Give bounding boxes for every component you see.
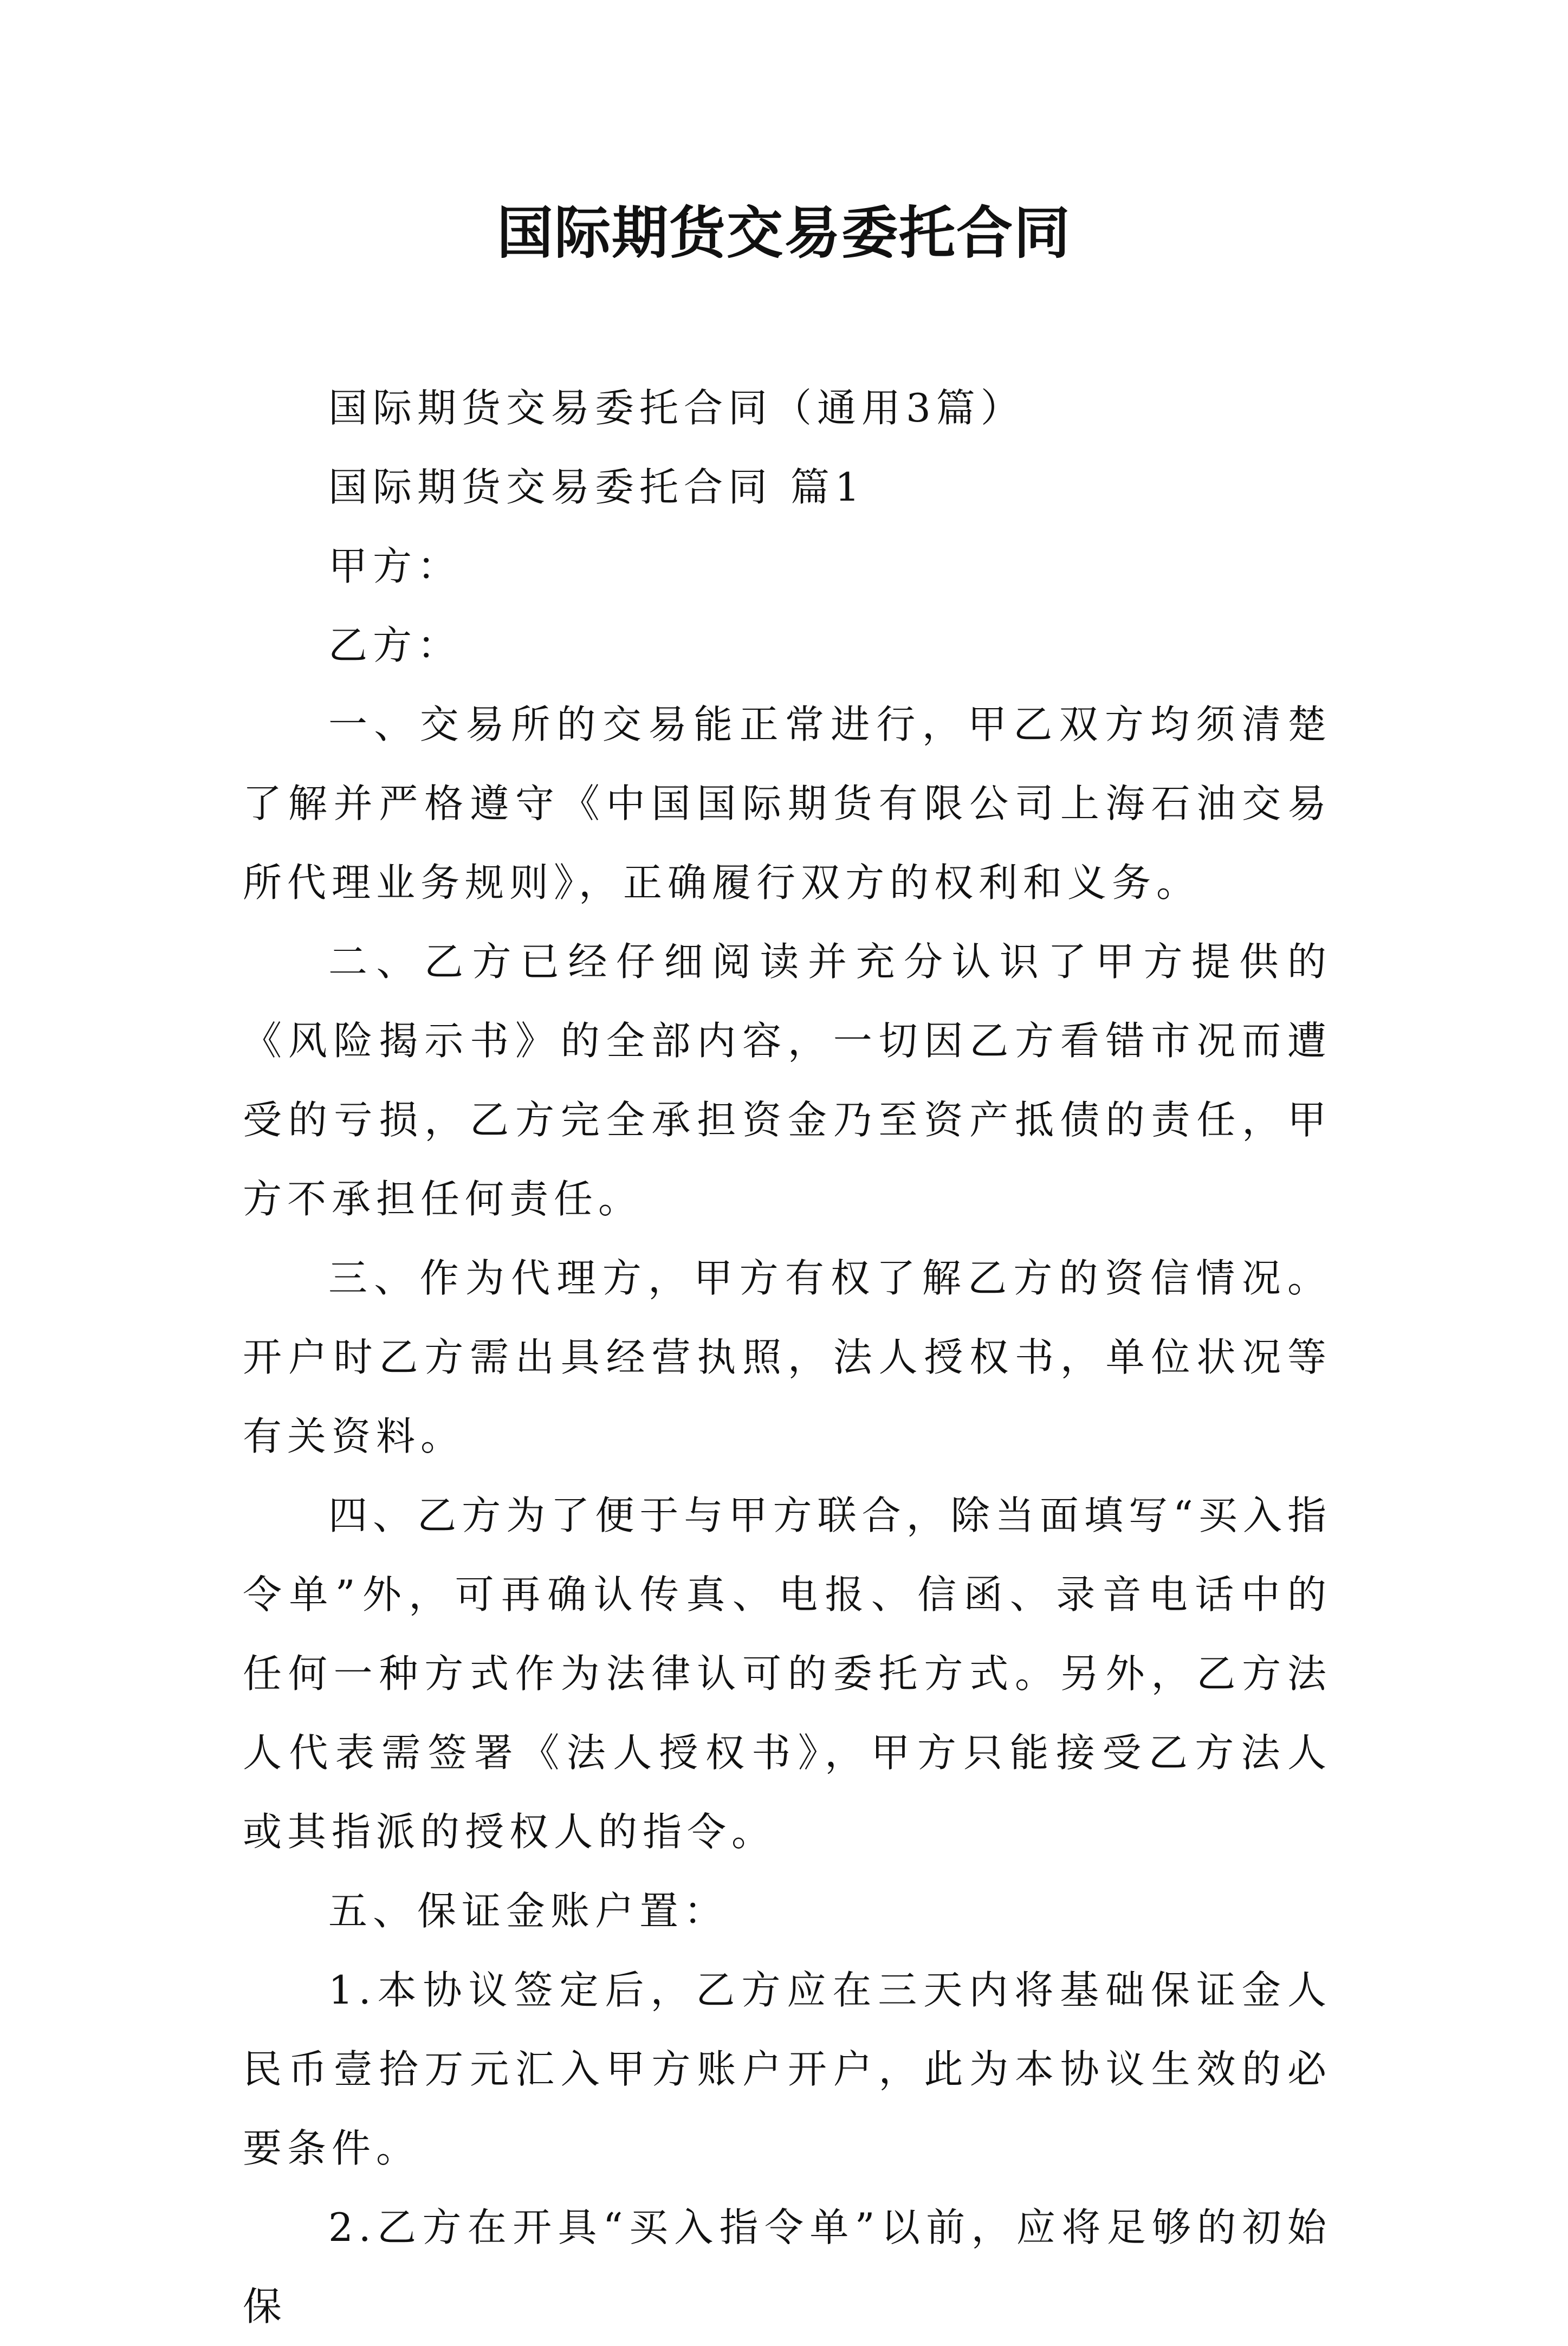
paragraph-party-b: 乙方：	[328, 623, 462, 668]
paragraph-clause-4: 四、乙方为了便于与甲方联合，除当面填写“买入指令单”外，可再确认传真、电报、信函、录音电话中的任何一种方式作为法律认可的委托方式。另外，乙方法人代表需签署《法人授权书》，甲方只能接受乙方法人或其指派的授权人的指令。	[243, 1493, 1332, 1855]
paragraph-clause-1: 一、交易所的交易能正常进行，甲乙双方均须清楚了解并严格遵守《中国国际期货有限公司上海石油交易所代理业务规则》，正确履行双方的权利和义务。	[243, 702, 1332, 905]
paragraph-clause-2: 二、乙方已经仔细阅读并充分认识了甲方提供的《风险揭示书》的全部内容，一切因乙方看错市况而遭受的亏损，乙方完全承担资金乃至资产抵债的责任，甲方不承担任何责任。	[243, 939, 1332, 1222]
document-title: 国际期货交易委托合同	[496, 199, 1071, 266]
paragraph-item-1: 1.本协议签定后，乙方应在三天内将基础保证金人民币壹拾万元汇入甲方账户开户，此为本协议生效的必要条件。	[243, 1967, 1332, 2171]
paragraph-part-heading: 国际期货交易委托合同 篇1	[328, 464, 865, 510]
paragraph-party-a: 甲方：	[328, 543, 462, 589]
paragraph-clause-3: 三、作为代理方，甲方有权了解乙方的资信情况。开户时乙方需出具经营执照，法人授权书，单位状况等有关资料。	[243, 1255, 1332, 1459]
paragraph-clause-5: 五、保证金账户置：	[328, 1888, 729, 1934]
document-body	[243, 368, 1332, 2346]
paragraph-subtitle: 国际期货交易委托合同（通用3篇）	[328, 385, 1025, 431]
paragraph-item-2: 2.乙方在开具“买入指令单”以前，应将足够的初始保	[243, 2205, 1332, 2329]
